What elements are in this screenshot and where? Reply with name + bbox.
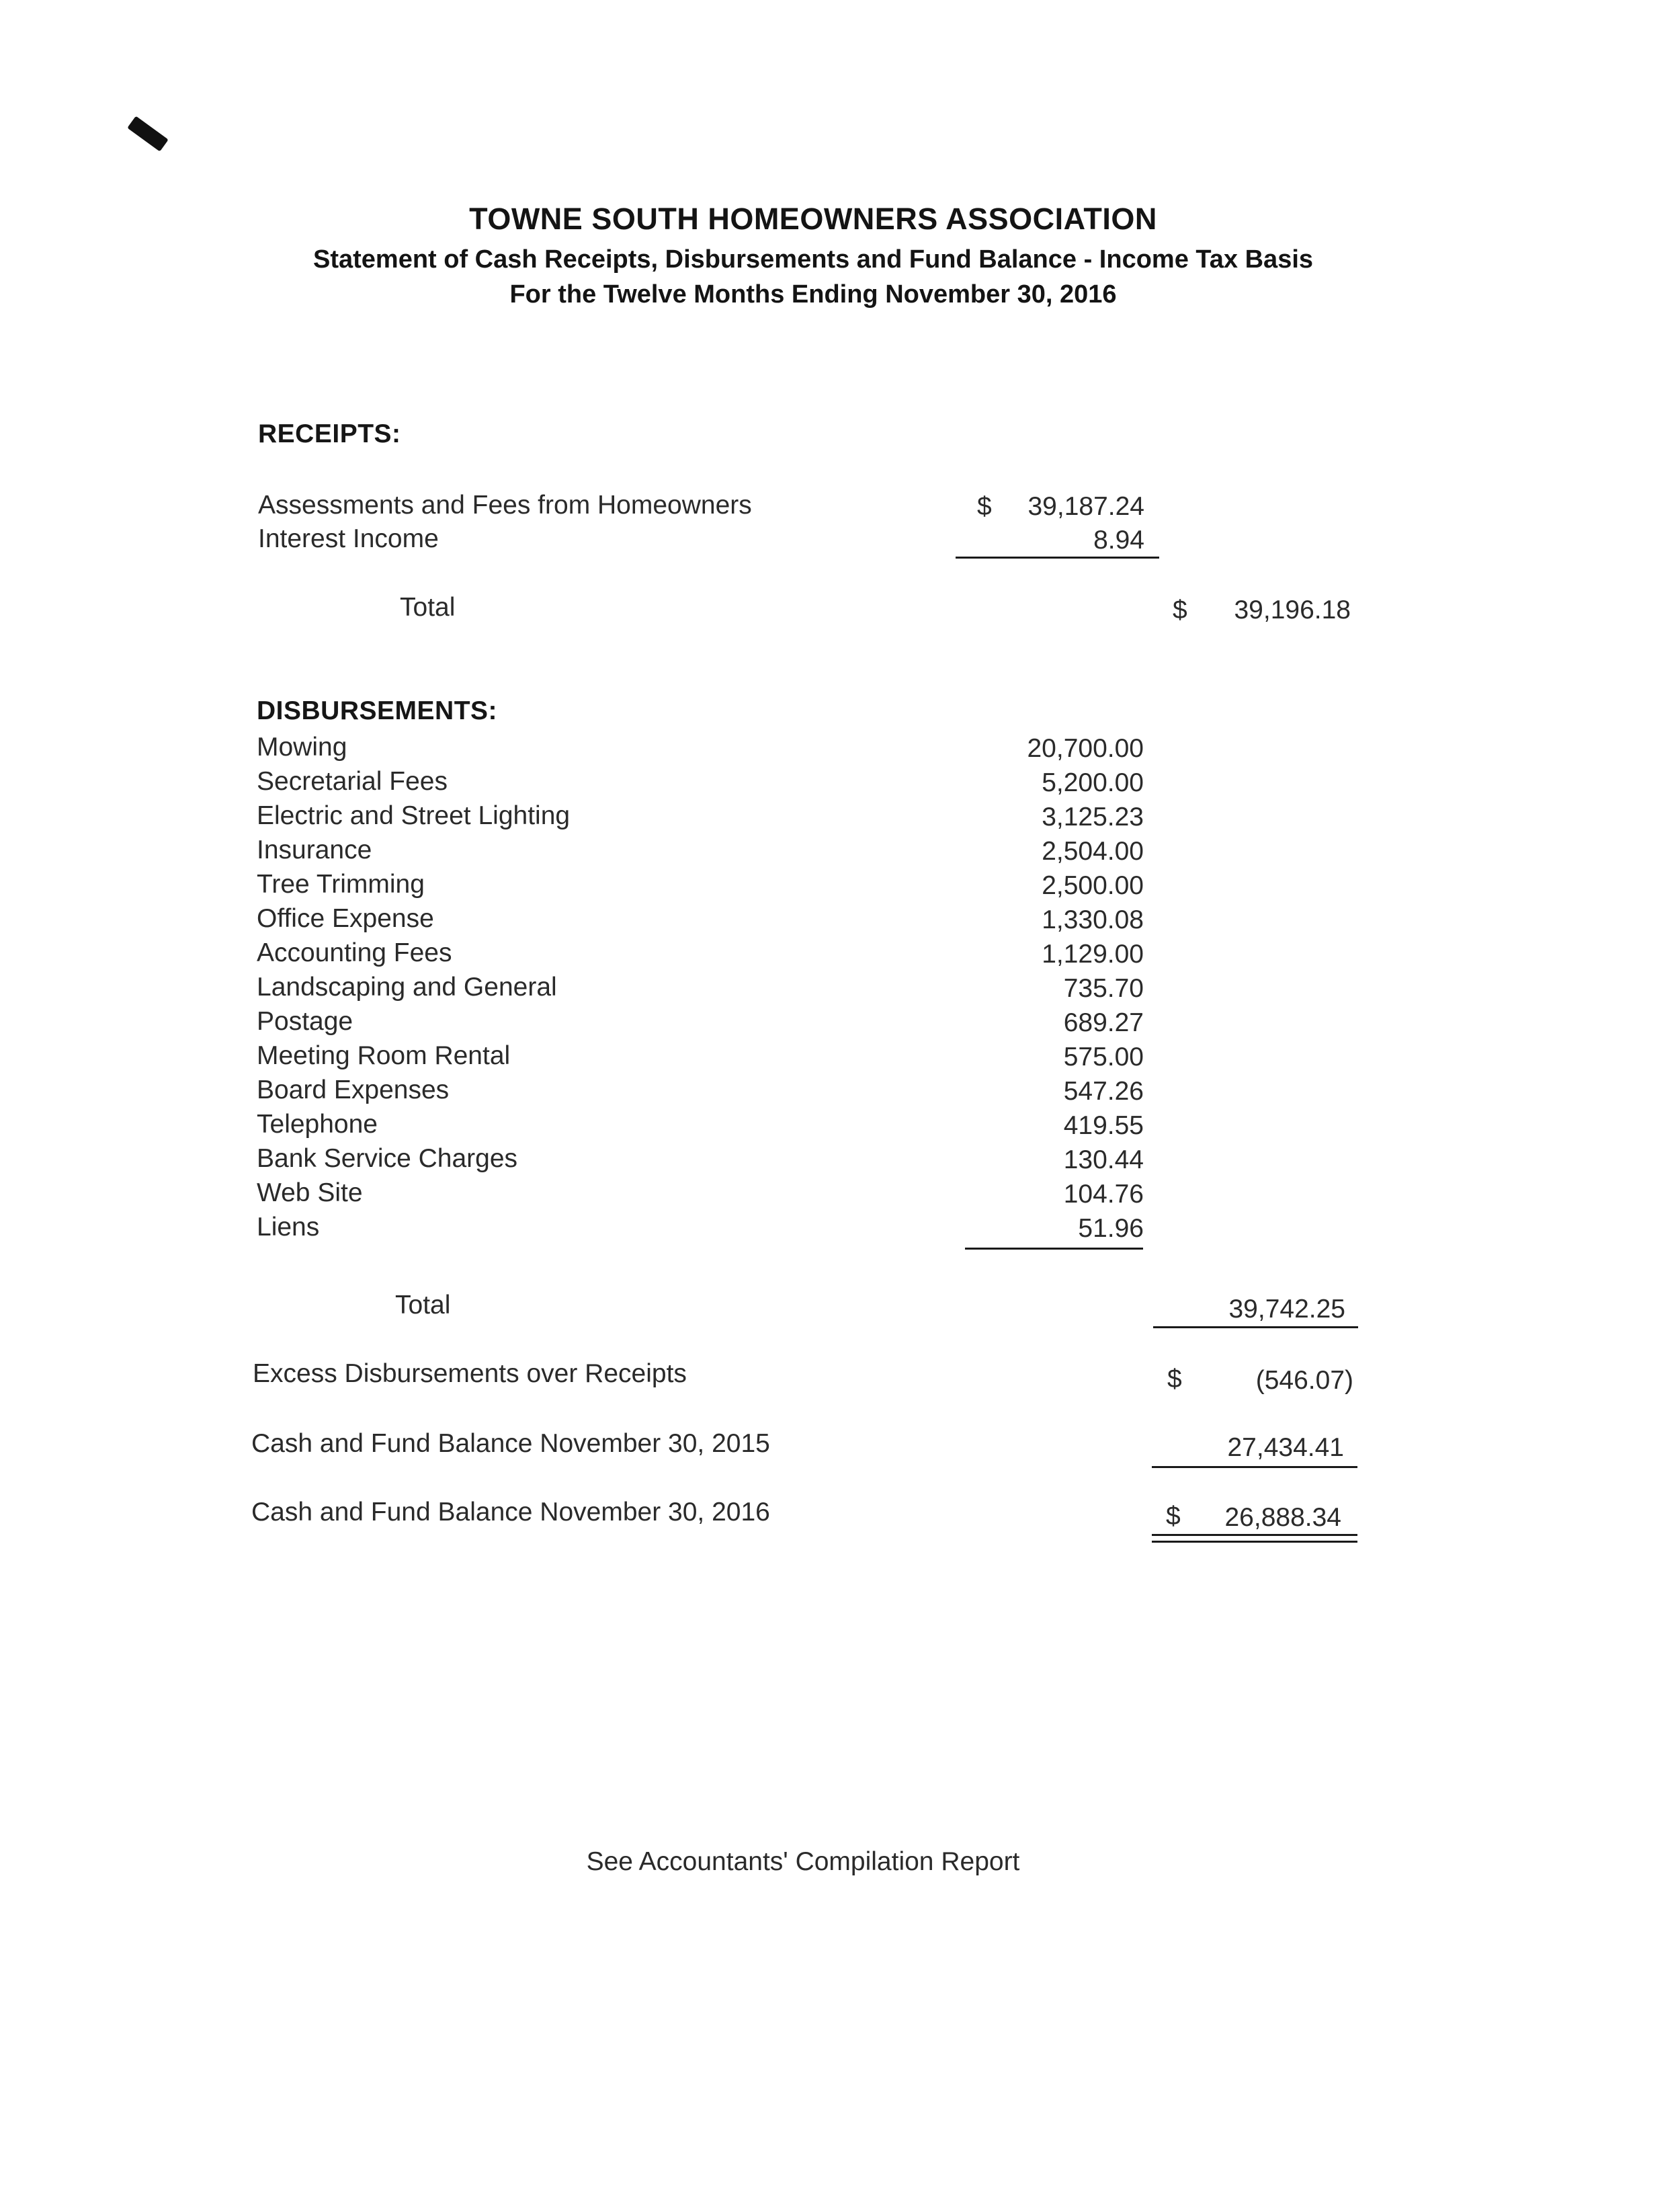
disbursement-amount: 735.70 bbox=[1063, 974, 1144, 1003]
disbursements-total-label: Total bbox=[395, 1291, 451, 1320]
disbursement-label: Office Expense bbox=[257, 904, 434, 933]
disbursement-label: Board Expenses bbox=[257, 1076, 450, 1104]
closing-balance-amount: 26,888.34 bbox=[1224, 1503, 1341, 1532]
excess-amount: (546.07) bbox=[1255, 1366, 1353, 1395]
disbursement-label: Liens bbox=[257, 1213, 320, 1242]
opening-balance-rule bbox=[1152, 1466, 1357, 1468]
disbursement-label: Landscaping and General bbox=[257, 973, 557, 1002]
disbursement-amount: 575.00 bbox=[1063, 1043, 1144, 1071]
disbursement-amount: 5,200.00 bbox=[1042, 768, 1144, 797]
receipt-label: Assessments and Fees from Homeowners bbox=[258, 491, 752, 520]
disbursement-amount: 547.26 bbox=[1063, 1077, 1144, 1106]
closing-balance-rule-top bbox=[1152, 1534, 1357, 1536]
opening-balance-label: Cash and Fund Balance November 30, 2015 bbox=[251, 1429, 770, 1458]
disbursement-label: Electric and Street Lighting bbox=[257, 801, 571, 830]
disbursement-amount: 2,500.00 bbox=[1042, 871, 1144, 900]
disbursement-amount: 51.96 bbox=[1078, 1214, 1144, 1243]
disbursements-heading: DISBURSEMENTS: bbox=[257, 696, 498, 725]
disbursement-label: Bank Service Charges bbox=[257, 1144, 518, 1173]
excess-currency: $ bbox=[1167, 1365, 1182, 1393]
excess-label: Excess Disbursements over Receipts bbox=[253, 1359, 687, 1388]
disbursement-label: Secretarial Fees bbox=[257, 767, 448, 796]
disbursements-total-amount: 39,742.25 bbox=[1228, 1295, 1345, 1324]
disbursement-amount: 1,330.08 bbox=[1042, 905, 1144, 934]
disbursement-label: Postage bbox=[257, 1007, 353, 1036]
receipts-total-currency: $ bbox=[1173, 596, 1187, 624]
disbursement-amount: 20,700.00 bbox=[1027, 734, 1144, 763]
receipts-total-amount: 39,196.18 bbox=[1234, 596, 1351, 624]
disbursement-amount: 104.76 bbox=[1063, 1180, 1144, 1209]
disbursement-label: Insurance bbox=[257, 836, 372, 864]
disbursement-label: Telephone bbox=[257, 1110, 378, 1139]
receipts-subtotal-rule bbox=[956, 557, 1159, 559]
closing-balance-rule-bottom bbox=[1152, 1541, 1357, 1543]
receipts-total-label: Total bbox=[400, 593, 456, 622]
disbursement-amount: 1,129.00 bbox=[1042, 940, 1144, 969]
closing-balance-currency: $ bbox=[1166, 1502, 1181, 1531]
closing-balance-label: Cash and Fund Balance November 30, 2016 bbox=[251, 1498, 770, 1527]
disbursement-amount: 2,504.00 bbox=[1042, 837, 1144, 866]
corner-mark bbox=[127, 116, 168, 151]
disbursement-label: Tree Trimming bbox=[257, 870, 425, 899]
opening-balance-amount: 27,434.41 bbox=[1227, 1433, 1344, 1462]
disbursement-amount: 419.55 bbox=[1063, 1111, 1144, 1140]
org-name: TOWNE SOUTH HOMEOWNERS ASSOCIATION bbox=[469, 202, 1157, 236]
disbursement-label: Mowing bbox=[257, 733, 347, 762]
receipt-currency: $ bbox=[977, 492, 992, 521]
receipt-amount: 39,187.24 bbox=[1027, 492, 1144, 521]
statement-period: For the Twelve Months Ending November 30, 2016 bbox=[509, 280, 1117, 309]
receipt-amount: 8.94 bbox=[1093, 526, 1144, 555]
disbursement-label: Web Site bbox=[257, 1178, 363, 1207]
disbursement-label: Accounting Fees bbox=[257, 938, 452, 967]
receipts-heading: RECEIPTS: bbox=[258, 419, 401, 448]
disbursement-amount: 689.27 bbox=[1063, 1008, 1144, 1037]
disbursements-subtotal-rule bbox=[965, 1248, 1143, 1250]
disbursement-amount: 130.44 bbox=[1063, 1145, 1144, 1174]
disbursement-amount: 3,125.23 bbox=[1042, 803, 1144, 832]
disbursement-label: Meeting Room Rental bbox=[257, 1041, 511, 1070]
disbursements-total-rule bbox=[1153, 1326, 1358, 1328]
footer-note: See Accountants' Compilation Report bbox=[586, 1847, 1020, 1876]
statement-title: Statement of Cash Receipts, Disbursements and Fund Balance - Income Tax Basis bbox=[312, 245, 1314, 274]
receipt-label: Interest Income bbox=[258, 524, 439, 553]
